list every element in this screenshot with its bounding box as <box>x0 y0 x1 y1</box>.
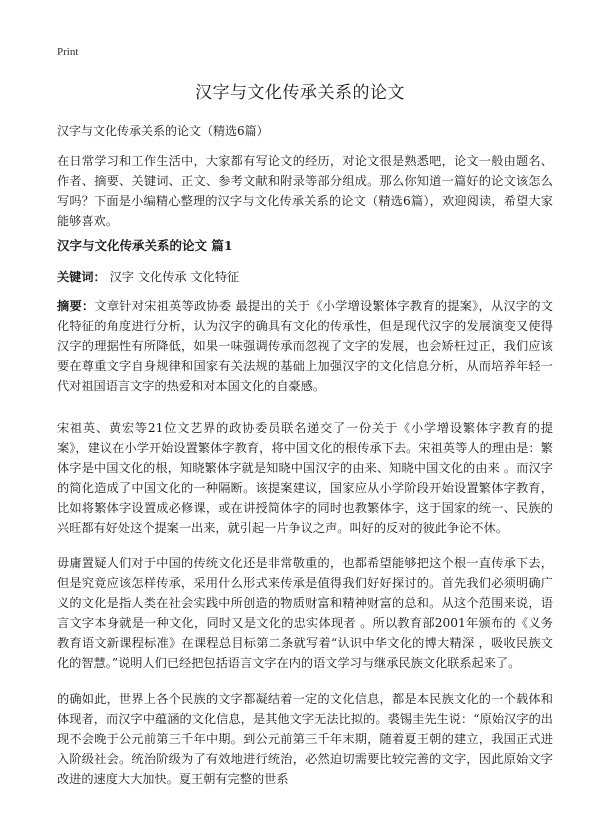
intro-paragraph: 在日常学习和工作生活中，大家都有写论文的经历，对论文很是熟悉吧，论文一般由题名、作者、摘要、关键词、正文、参考文献和附录等部分组成。那么你知道一篇好的论文该怎么写吗？下面是小编精心整理的汉字与文化传承关系的论文（精选6篇），欢迎阅读，希望大家能够喜欢。 <box>57 154 553 228</box>
abstract-label: 摘要： <box>57 299 95 313</box>
print-link[interactable]: Print <box>57 46 79 58</box>
body-paragraph: 的确如此，世界上各个民族的文字都凝结着一定的文化信息，都是本民族文化的一个载体和体现者，而汉字中蕴涵的文化信息，是其他文字无法比拟的。裘锡圭先生说：“原始汉字的出现不会晚于公元前第三千年中期。到公元前第三千年末期，随着夏王朝的建立，我国正式进入阶级社会。统治阶级为了有效地进行统治，必然迫切需要比较完善的文字，因此原始文字改进的速度大大加快。夏王朝有完整的世系 <box>57 692 553 786</box>
document-subtitle: 汉字与文化传承关系的论文（精选6篇） <box>57 124 269 138</box>
body-paragraph: 宋祖英、黄宏等21位文艺界的政协委员联名递交了一份关于《小学增设繁体字教育的提案》，建议在小学开始设置繁体字教育，将中国文化的根传承下去。宋祖英等人的理由是：繁体字是中国文化的根，知晓繁体字就是知晓中国汉字的由来、知晓中国文化的由来 。而汉字的简化造成了中国文化的一种隔断。该提案建议，国家应从小学阶段开始设置繁体字教育，比如将繁体字设置成必修课，或在讲授简体字的同时也教繁体字，这于国家的统一、民族的兴旺都有好处这个提案一出来，就引起一片争议之声。叫好的反对的彼此争论不休。 <box>57 421 553 535</box>
body-paragraph: 毋庸置疑人们对于中国的传统文化还是非常敬重的，也都希望能够把这个根一直传承下去，但是究竟应该怎样传承，采用什么形式来传承是值得我们好好探讨的。首先我们必须明确广义的文化是指人类在社会实践中所创造的物质财富和精神财富的总和。从这个范围来说，语言文字本身就是一种文化，同时又是文化的忠实体现者 。所以教育部2001年颁布的《义务教育语文新课程标准》在课程总目标第二条就写着“认识中华文化的博大精深 ，吸收民族文化的智慧。”说明人们已经把包括语言文字在内的语文学习与继承民族文化联系起来了。 <box>57 556 553 670</box>
page-title: 汉字与文化传承关系的论文 <box>195 83 405 103</box>
abstract-paragraph <box>57 296 553 396</box>
keywords-label: 关键词： <box>57 270 106 284</box>
keywords-line <box>57 268 239 285</box>
abstract-text: 文章针对宋祖英等政协委 最提出的关于《小学增设繁体字教育的提案》，从汉字的文化特征的角度进行分析，认为汉字的确具有文化的传承性，但是现代汉字的发展演变又使得汉字的理据性有所降低，如果一味强调传承而忽视了文字的发展，也会矫枉过正，我们应该要在尊重文字自身规律和国家有关法规的基础上加强汉字的文化信息分析，从而培养年轻一代对祖国语言文字的热爱和对本国文化的自豪感。 <box>57 299 554 393</box>
section-heading: 汉字与文化传承关系的论文 篇1 <box>57 238 233 253</box>
keywords-value: 汉字 文化传承 文化特征 <box>105 270 240 284</box>
